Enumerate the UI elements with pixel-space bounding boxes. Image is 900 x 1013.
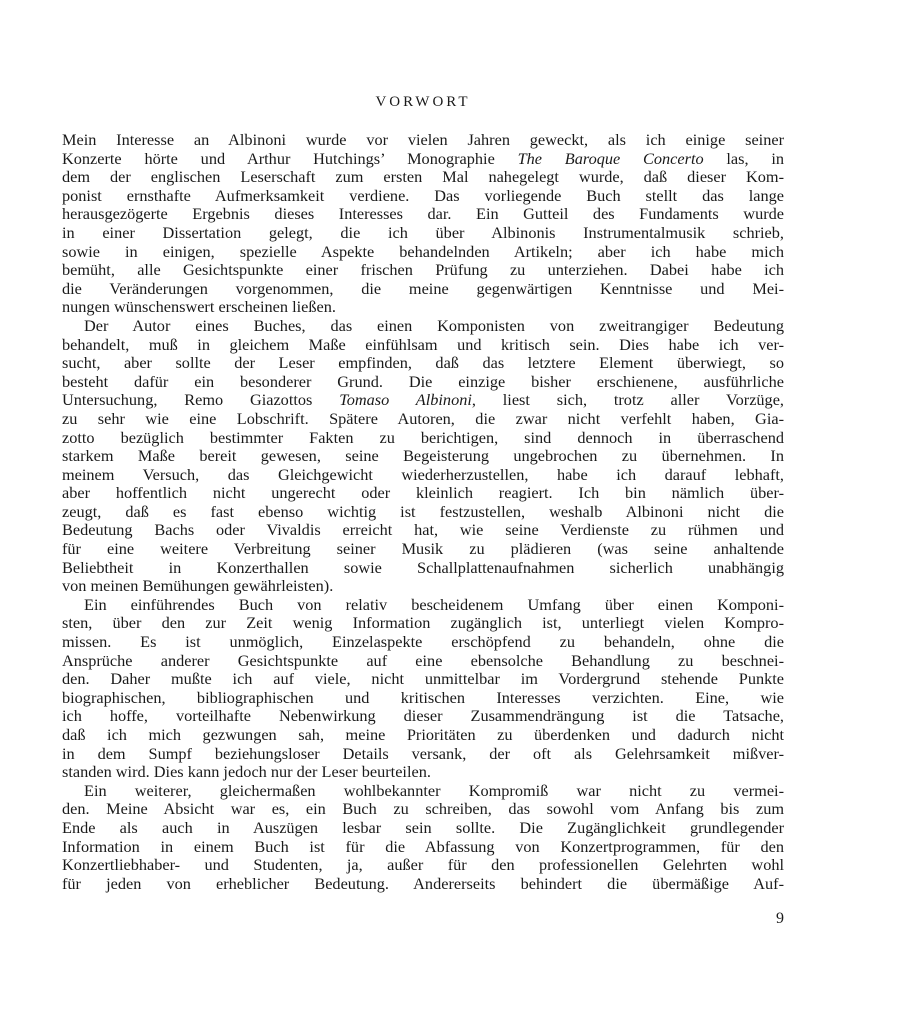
text-line: Der Autor eines Buches, das einen Komponisten von zweitrangiger Bedeutung [84, 315, 784, 335]
text-line: ich hoffe, vorteilhafte Nebenwirkung dieser Zusammendrängung ist die Tatsache, [62, 706, 784, 726]
text-line: den. Meine Absicht war es, ein Buch zu schreiben, das sowohl vom Anfang bis zum [62, 799, 784, 819]
text-line: sucht, aber sollte der Leser empfinden, daß das letztere Element überwiegt, so [62, 353, 784, 373]
text-line: Ansprüche anderer Gesichtspunkte auf eine ebensolche Behandlung zu beschnei- [62, 650, 784, 670]
text-line: besteht dafür ein besonderer Grund. Die einzige bisher erschienene, ausführliche [62, 371, 784, 391]
text-line: Konzertliebhaber- und Studenten, ja, außer für den professionellen Gelehrten wohl [62, 855, 784, 875]
text-line: meinem Versuch, das Gleichgewicht wiederherzustellen, habe ich darauf lebhaft, [62, 464, 784, 484]
page-number: 9 [776, 910, 784, 927]
book-page [62, 0, 784, 1013]
text-line: ponist ernsthafte Aufmerksamkeit verdiene. Das vorliegende Buch stellt das lange [62, 185, 784, 205]
text-line: dem der englischen Leserschaft zum ersten Mal nahegelegt wurde, daß dieser Kom- [62, 167, 784, 187]
text-line: den. Daher mußte ich auf viele, nicht unmittelbar im Vordergrund stehende Punkte [62, 669, 784, 689]
text-line: die Veränderungen vorgenommen, die meine gegenwärtigen Kenntnisse und Mei- [62, 278, 784, 298]
text-line: Untersuchung, Remo Giazottos Tomaso Albinoni, liest sich, trotz aller Vorzüge, [62, 390, 784, 410]
text-line: missen. Es ist unmöglich, Einzelaspekte erschöpfend zu behandeln, ohne die [62, 632, 784, 652]
text-line: herausgezögerte Ergebnis dieses Interesses dar. Ein Gutteil des Fundaments wurde [62, 204, 784, 224]
text-line: zeugt, daß es fast ebenso wichtig ist festzustellen, weshalb Albinoni nicht die [62, 501, 784, 521]
text-line: Bedeutung Bachs oder Vivaldis erreicht hat, wie seine Verdienste zu rühmen und [62, 520, 784, 540]
text-line: biographischen, bibliographischen und kritischen Interesses verzichten. Eine, wie [62, 687, 784, 707]
text-line: Konzerte hörte und Arthur Hutchings’ Monographie The Baroque Concerto las, in [62, 148, 785, 168]
text-line: Ende als auch in Auszügen lesbar sein sollte. Die Zugänglichkeit grundlegender [62, 817, 784, 837]
text-line: in dem Sumpf beziehungsloser Details versank, der oft als Gelehrsamkeit mißver- [62, 743, 784, 763]
text-line: sten, über den zur Zeit wenig Information zugänglich ist, unterliegt vielen Kompro- [62, 613, 784, 633]
text-line: von meinen Bemühungen gewährleisten). [62, 576, 334, 596]
text-line: daß ich mich gezwungen sah, meine Prioritäten zu überdenken und dadurch nicht [62, 725, 784, 744]
body-text [62, 131, 784, 893]
text-line: sowie in einigen, spezielle Aspekte behandelnden Artikeln; aber ich habe mich [62, 241, 784, 261]
text-line: behandelt, muß in gleichem Maße einfühlsam und kritisch sein. Dies habe ich ver- [62, 334, 784, 354]
text-line: Information in einem Buch ist für die Abfassung von Konzertprogrammen, für den [62, 836, 784, 856]
text-line: nungen wünschenswert erscheinen ließen. [62, 297, 336, 317]
text-line: Beliebtheit in Konzerthallen sowie Schallplattenaufnahmen sicherlich unabhängig [62, 557, 784, 577]
text-line: Ein weiterer, gleichermaßen wohlbekannter Kompromiß war nicht zu vermei- [84, 780, 784, 800]
text-line: standen wird. Dies kann jedoch nur der Leser beurteilen. [62, 762, 431, 782]
chapter-heading: VORWORT [375, 94, 471, 110]
text-line: für jeden von erheblicher Bedeutung. Andererseits behindert die übermäßige Auf- [62, 873, 784, 893]
text-line: für eine weitere Verbreitung seiner Musik zu plädieren (was seine anhaltende [62, 539, 784, 559]
text-line: bemüht, alle Gesichtspunkte einer frischen Prüfung zu unterziehen. Dabei habe ich [62, 260, 784, 280]
text-line: Ein einführendes Buch von relativ bescheidenem Umfang über einen Komponi- [84, 594, 784, 614]
text-line: zotto bezüglich bestimmter Fakten zu berichtigen, sind dennoch in überraschend [62, 427, 784, 447]
text-line: starkem Maße bereit gewesen, seine Begeisterung ungebrochen zu übernehmen. In [62, 446, 784, 466]
text-line: in einer Dissertation gelegt, die ich über Albinonis Instrumentalmusik schrieb, [62, 222, 784, 242]
text-line: aber hoffentlich nicht ungerecht oder kleinlich reagiert. Ich bin nämlich über- [62, 483, 784, 503]
text-line: zu sehr wie eine Lobschrift. Spätere Autoren, die zwar nicht verfehlt haben, Gia- [62, 408, 784, 428]
text-line: Mein Interesse an Albinoni wurde vor vielen Jahren geweckt, als ich einige seiner [62, 130, 784, 149]
